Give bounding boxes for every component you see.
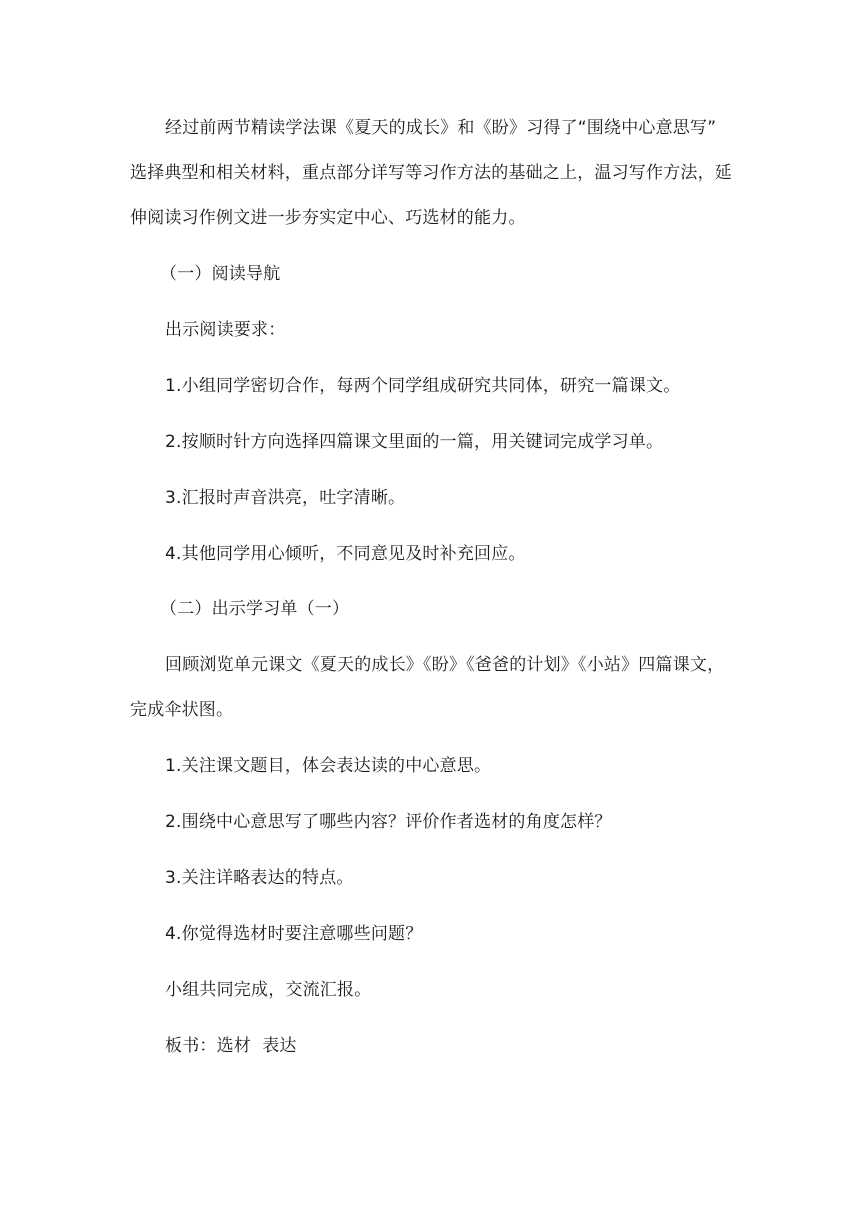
board-note: 板书：选材 表达 <box>165 1036 297 1056</box>
worksheet-item: 4.你觉得选材时要注意哪些问题？ <box>165 924 423 944</box>
requirement-item: 4.其他同学用心倾听，不同意见及时补充回应。 <box>165 544 526 564</box>
intro-line-2: 选择典型和相关材料，重点部分详写等习作方法的基础之上，温习写作方法，延 <box>130 163 732 183</box>
intro-line-3: 伸阅读习作例文进一步夯实定中心、巧选材的能力。 <box>130 208 526 228</box>
worksheet-item: 3.关注详略表达的特点。 <box>165 868 354 888</box>
worksheet-item: 1.关注课文题目，体会表达读的中心意思。 <box>165 756 492 776</box>
intro-line-1: 经过前两节精读学法课《夏天的成长》和《盼》习得了“围绕中心意思写” <box>165 118 717 138</box>
review-line-2: 完成伞状图。 <box>130 700 234 720</box>
requirement-item: 3.汇报时声音洪亮，吐字清晰。 <box>165 488 406 508</box>
section-2-heading: （二）出示学习单（一） <box>160 599 350 619</box>
requirement-item: 1.小组同学密切合作，每两个同学组成研究共同体，研究一篇课文。 <box>165 376 681 396</box>
reading-requirements-title: 出示阅读要求： <box>165 320 286 340</box>
worksheet-item: 2.围绕中心意思写了哪些内容？评价作者选材的角度怎样？ <box>165 812 612 832</box>
group-note: 小组共同完成，交流汇报。 <box>165 980 372 1000</box>
review-line-1: 回顾浏览单元课文《夏天的成长》《盼》《爸爸的计划》《小站》四篇课文， <box>165 655 725 675</box>
requirement-item: 2.按顺时针方向选择四篇课文里面的一篇，用关键词完成学习单。 <box>165 432 664 452</box>
section-1-heading: （一）阅读导航 <box>160 264 281 284</box>
